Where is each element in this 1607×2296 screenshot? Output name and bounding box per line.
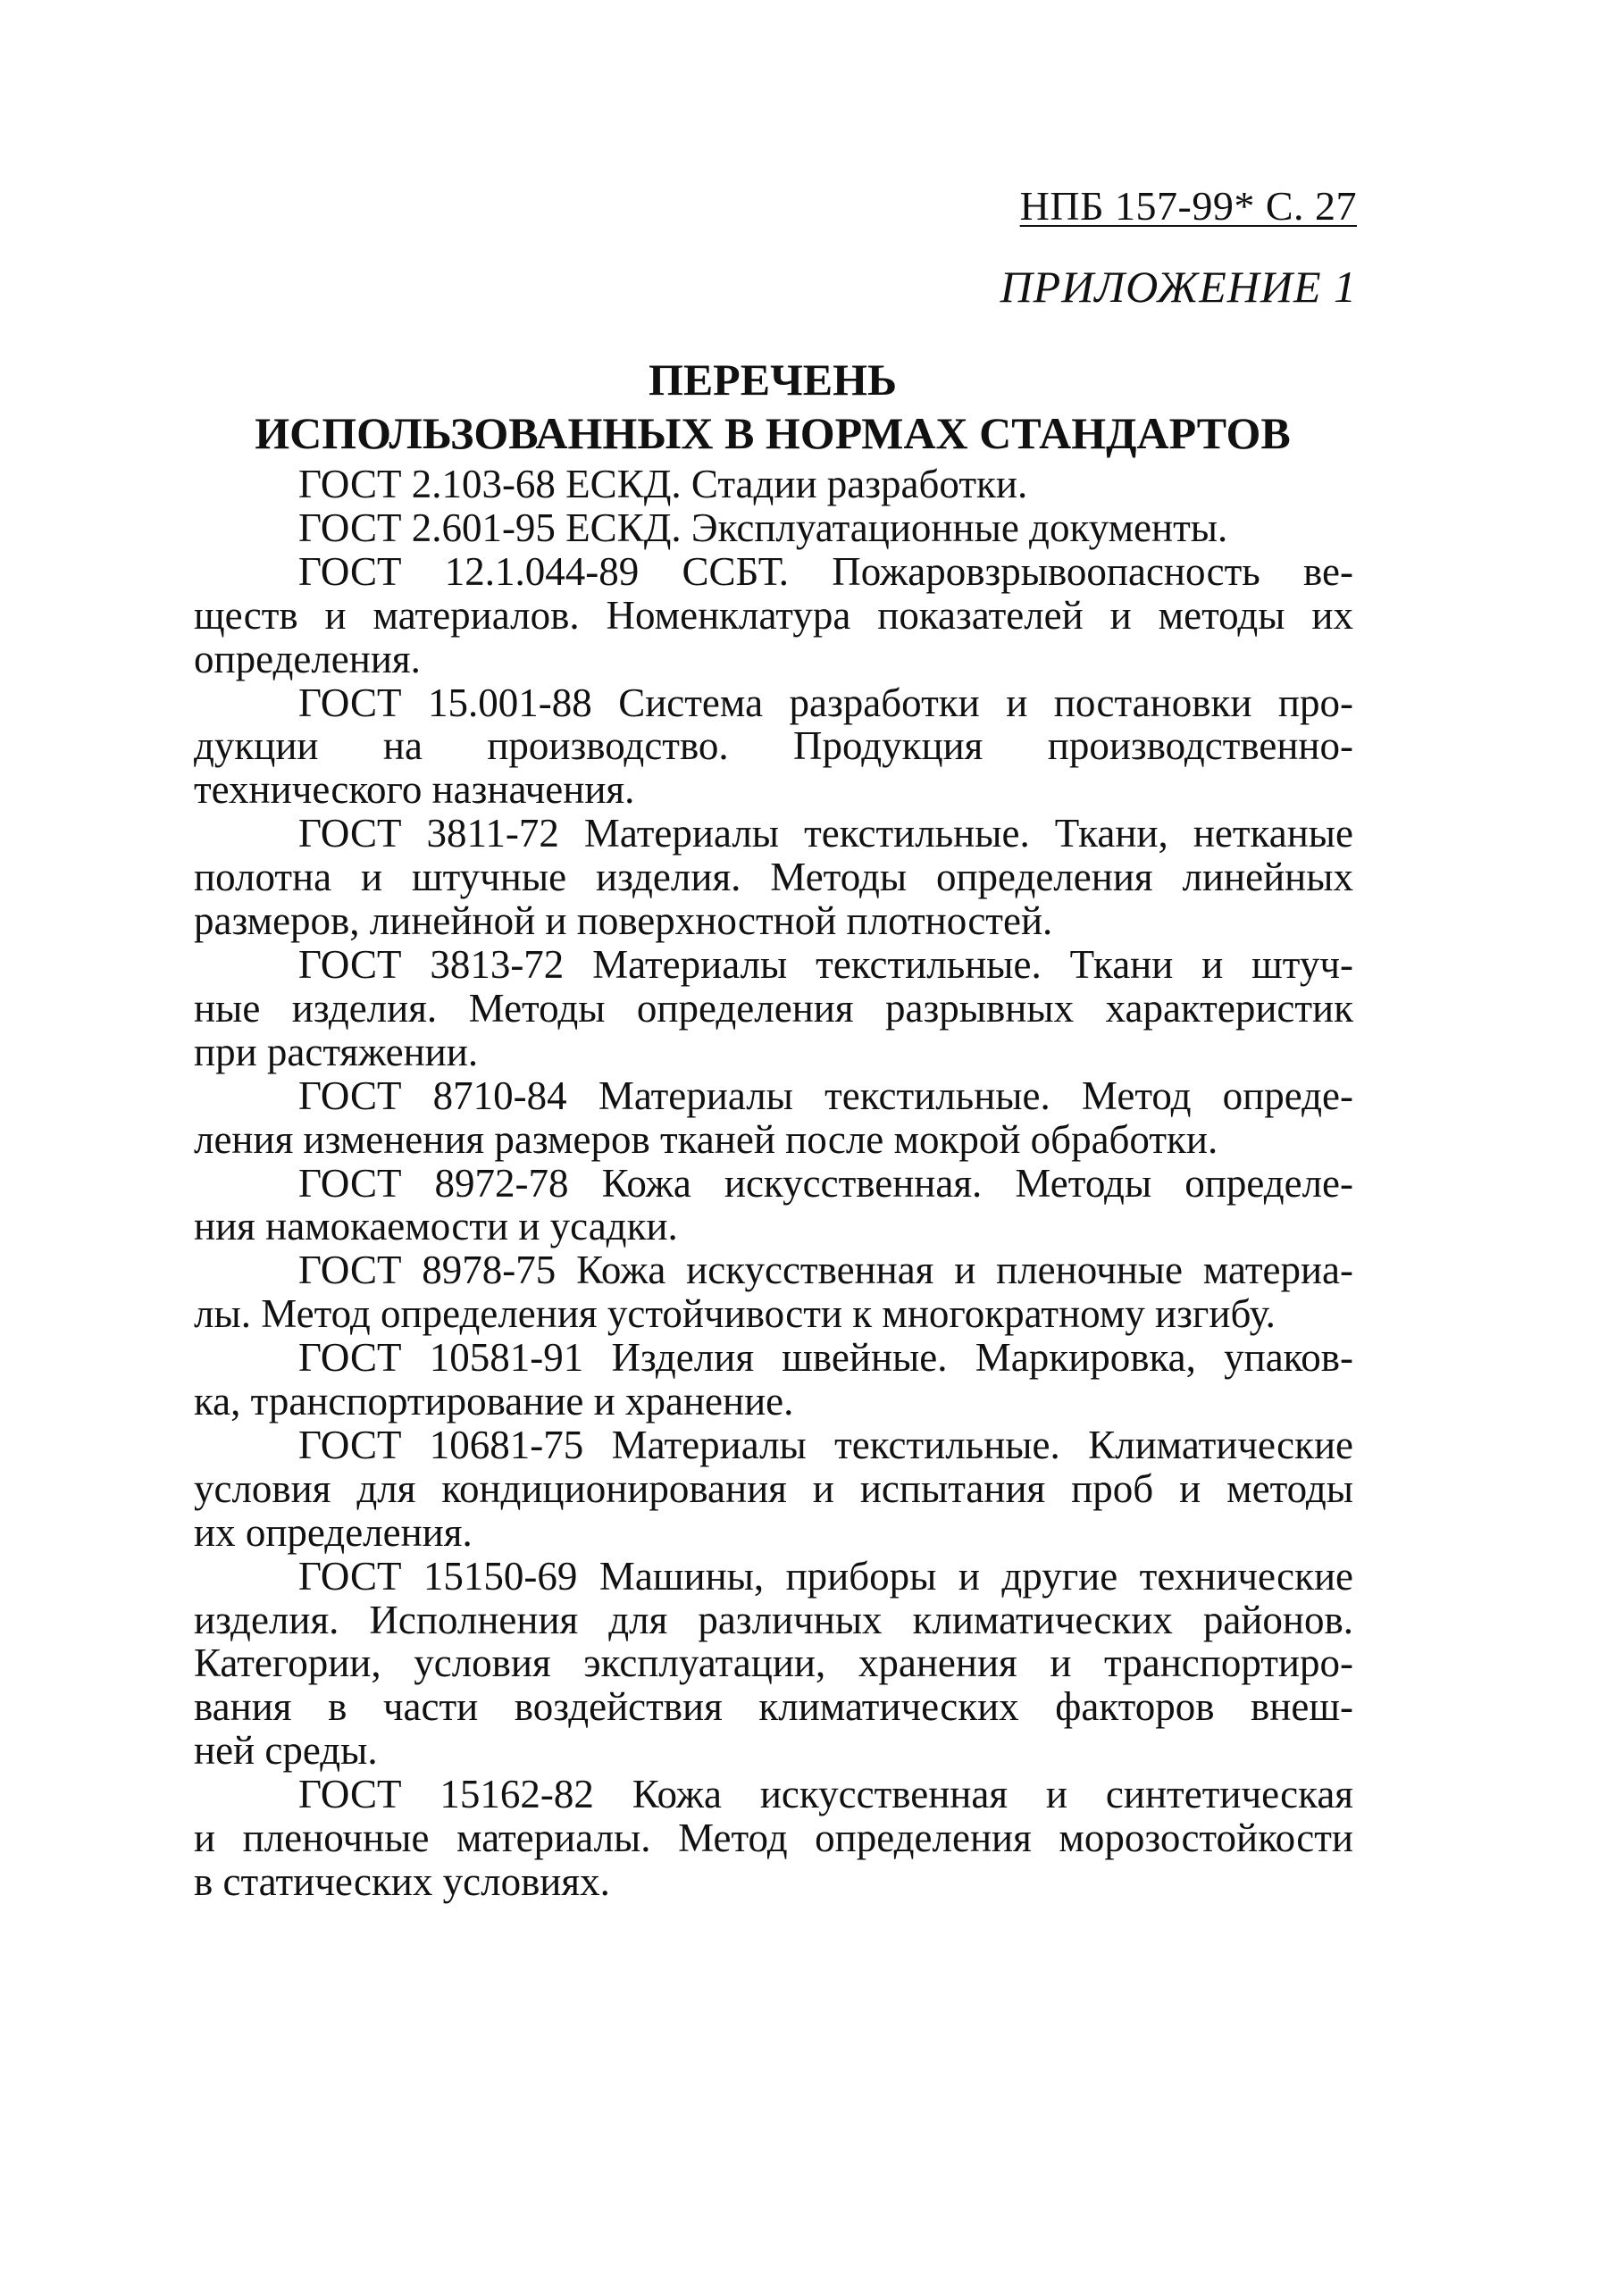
standard-entry-line: ГОСТ 2.103-68 ЕСКД. Стадии разработки. [298, 462, 1028, 506]
standard-entry-line: и пленочные материалы. Метод определения морозостойкости [194, 1816, 1353, 1861]
standard-entry [194, 463, 1353, 506]
standard-entry-line: ГОСТ 3811-72 Материалы текстильные. Ткани, нетканые [298, 811, 1353, 856]
standard-entry-line: изделия. Исполнения для различных климатических районов. [194, 1597, 1353, 1642]
standard-entry-line: ществ и материалов. Номенклатура показателей и методы их [194, 592, 1353, 638]
title-line-1: ПЕРЕЧЕНЬ [648, 355, 898, 405]
standard-entry-line: ления изменения размеров тканей после мокрой обработки. [194, 1116, 1218, 1162]
standard-entry-line: размеров, линейной и поверхностной плотностей. [194, 898, 1053, 944]
standard-entry-line: лы. Метод определения устойчивости к многократному изгибу. [194, 1291, 1276, 1337]
standard-entry-line: ка, транспортирование и хранение. [194, 1379, 794, 1424]
standard-entry-line: ГОСТ 15150-69 Машины, приборы и другие технические [298, 1553, 1353, 1599]
standard-entry [194, 943, 1353, 1074]
standard-entry-line: ГОСТ 10581-91 Изделия швейные. Маркировка, упаков- [298, 1335, 1353, 1381]
standard-entry [194, 1074, 1353, 1162]
standard-entry-line: условия для кондиционирования и испытания проб и методы [194, 1465, 1353, 1511]
standard-entry-line: ния намокаемости и усадки. [194, 1204, 678, 1249]
standard-entry [194, 1424, 1353, 1555]
standard-entry-line: ГОСТ 12.1.044-89 ССБТ. Пожаровзрывоопасность ве- [298, 548, 1353, 594]
standard-entry [194, 1336, 1353, 1424]
standard-entry [194, 1248, 1353, 1336]
standard-entry-line: в статических условиях. [194, 1859, 610, 1904]
document-reference: НПБ 157-99* С. 27 [1019, 183, 1357, 229]
standard-entry-line: ГОСТ 2.601-95 ЕСКД. Эксплуатационные документы. [298, 505, 1228, 550]
page-title [192, 353, 1353, 460]
standard-entry-line: ГОСТ 15162-82 Кожа искусственная и синтетическая [298, 1772, 1353, 1817]
standard-entry [194, 812, 1353, 943]
standard-entry [194, 1162, 1353, 1249]
standard-entry-line: дукции на производство. Продукция производственно- [194, 723, 1353, 769]
standard-entry [194, 506, 1353, 550]
standard-entry-line: ГОСТ 8972-78 Кожа искусственная. Методы определе- [298, 1160, 1353, 1206]
standard-entry-line: ГОСТ 3813-72 Материалы текстильные. Ткани и штуч- [298, 941, 1353, 987]
standard-entry-line: технического назначения. [194, 767, 635, 813]
appendix-label: ПРИЛОЖЕНИЕ 1 [1000, 262, 1357, 312]
standard-entry-line: ГОСТ 10681-75 Материалы текстильные. Климатические [298, 1422, 1353, 1467]
standard-entry [194, 1555, 1353, 1774]
standard-entry-line: их определения. [194, 1509, 473, 1555]
standard-entry-line: ГОСТ 8978-75 Кожа искусственная и пленочные материа- [298, 1248, 1353, 1293]
standard-entry-line: ГОСТ 15.001-88 Система разработки и постановки про- [298, 680, 1353, 725]
standard-entry-line: ГОСТ 8710-84 Материалы текстильные. Метод опреде- [298, 1073, 1353, 1118]
standard-entry [194, 550, 1353, 681]
standard-entry [194, 1773, 1353, 1904]
standard-entry-line: полотна и штучные изделия. Методы определения линейных [194, 855, 1353, 900]
standard-entry-line: определения. [194, 636, 421, 681]
standard-entry-line: вания в части воздействия климатических факторов внеш- [194, 1684, 1353, 1730]
standard-entry-line: ные изделия. Методы определения разрывных характеристик [194, 985, 1353, 1031]
standard-entry [194, 681, 1353, 813]
standard-entry-line: ней среды. [194, 1728, 378, 1774]
standard-entry-line: при растяжении. [194, 1029, 479, 1074]
title-line-2: ИСПОЛЬЗОВАННЫХ В НОРМАХ СТАНДАРТОВ [255, 408, 1291, 458]
standards-list [194, 463, 1353, 1904]
standard-entry-line: Категории, условия эксплуатации, хранения и транспортиро- [194, 1641, 1353, 1686]
